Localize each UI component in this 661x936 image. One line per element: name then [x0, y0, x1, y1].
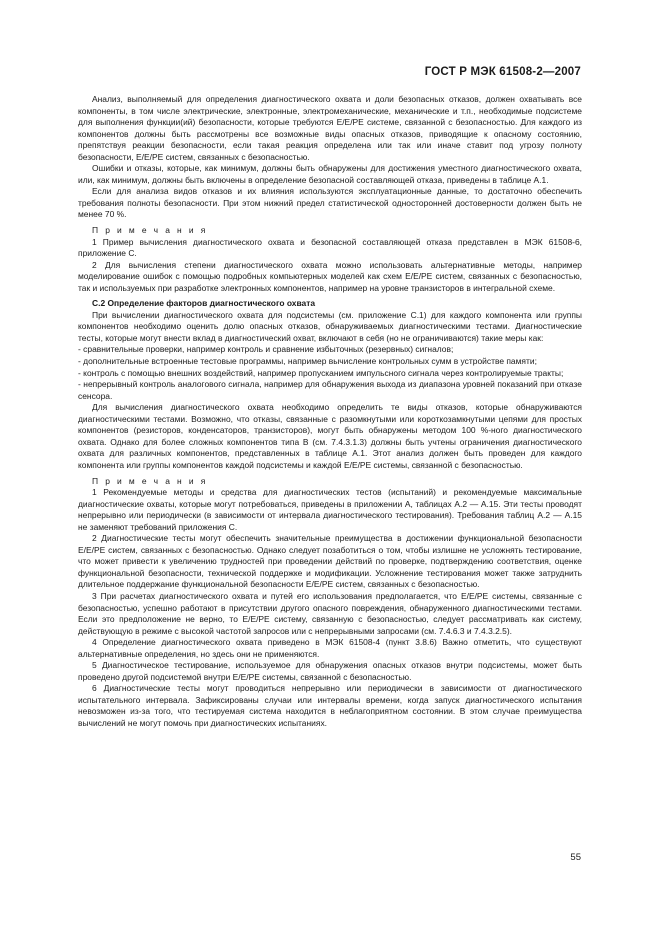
section-paragraph: Для вычисления диагностического охвата необходимо определить те виды отказов, которые обнаруживаются диагностическими тестами. Возможно, что отказы, связанные с разомкнутыми или короткозамкнутыми цепями для простых компонентов (резисторов, конденсаторов, транзисторов), могут быть обнаружены методом 100 %-ного диагностического охвата. Однако для более сложных компонентов типа В (см. 7.4.3.1.3) должны быть учтены ограничения диагностического охвата для различных компонентов, представленных в таблице А.1. Этот анализ должен быть проведен для каждого компонента или группы компонентов каждой подсистемы и каждой E/E/PE системы, связанной с безопасностью.: [78, 402, 582, 470]
section-heading: С.2 Определение факторов диагностического охвата: [92, 298, 316, 309]
page-number: 55: [570, 852, 581, 863]
document-code-header: ГОСТ Р МЭК 61508-2—2007: [424, 66, 581, 78]
document-body: [78, 94, 582, 730]
measure-list-item: - дополнительные встроенные тестовые программы, например вычисление контрольных сумм в устройстве памяти;: [78, 356, 537, 367]
note-item: 2 Для вычисления степени диагностического охвата можно использовать альтернативные методы, например моделирование ошибок с помощью подробных компьютерных моделей как схем E/E/PE систем, связанных с безопасностью, так и используемых при разработке электронных компонентов, например на уровне транзисторов в интегральной схеме.: [78, 259, 582, 293]
notes-heading: П р и м е ч а н и я: [92, 475, 208, 486]
note-item: 1 Рекомендуемые методы и средства для диагностических тестов (испытаний) и рекомендуемые максимальные диагностические охваты, которые могут потребоваться, приведены в приложении А, таблицах А.2 — А.15. Эти тесты проводят непрерывно или периодически (в зависимости от интервала диагностического тестирования). Требования таблиц А.2 — А.15 не заменяют требований приложения С.: [78, 487, 582, 532]
measure-list-item: - непрерывный контроль аналогового сигнала, например для обнаружения выхода из диапазона уровней показаний при отказе сенсора.: [78, 379, 582, 401]
note-item: 5 Диагностическое тестирование, используемое для обнаружения опасных отказов внутри подсистемы, может быть проведено другой подсистемой внутри E/E/PE системы, связанной с безопасностью.: [78, 660, 582, 682]
notes-heading: П р и м е ч а н и я: [92, 225, 208, 236]
measure-list-item: - сравнительные проверки, например контроль и сравнение избыточных (резервных) сигналов;: [78, 344, 454, 355]
note-item: 1 Пример вычисления диагностического охвата и безопасной составляющей отказа представлен в МЭК 61508-6, приложение С.: [78, 236, 582, 259]
measure-list-item: - контроль с помощью внешних воздействий, например пропусканием импульсного сигнала через контролируемые тракты;: [78, 367, 564, 378]
note-item: 2 Диагностические тесты могут обеспечить значительные преимущества в достижении функциональной безопасности E/E/PE систем, связанных с безопасностью. Однако следует позаботиться о том, чтобы излишне не усложнять тестирование, что может привести к увеличению трудностей при проведении действий по проверке, подтверждению соответствия, оценке функциональной безопасности, технической поддержке и модификации. Усложнение тестирования может также затруднить длительное поддержание функциональной безопасности E/E/PE систем, связанных с безопасностью.: [78, 533, 582, 590]
section-paragraph: При вычислении диагностического охвата для подсистемы (см. приложение С.1) для каждого компонента или группы компонентов необходимо оценить долю опасных отказов, обнаруживаемых диагностическими тестами. Диагностические тесты, которые могут внести вклад в диагностический охват, включают в себя (но не ограничиваются) такие меры как:: [78, 309, 582, 343]
intro-paragraph-1: Анализ, выполняемый для определения диагностического охвата и доли безопасных отказов, должен охватывать все компоненты, в том числе электрические, электронные, электромеханические, механические и т.п., необходимые подсистеме для выполнения функции(ий) безопасности, которые требуются E/E/PE системе, связанной с безопасностью. Для каждого из компонентов должны быть рассмотрены все возможные виды опасных отказов, приводящие к опасному состоянию, препятствуя реакции безопасности, если такая реакция определена или так или иначе ставит под угрозу полноту безопасности, E/E/PE систем, связанных с безопасностью.: [78, 94, 582, 162]
intro-paragraph-3: Если для анализа видов отказов и их влияния используются эксплуатационные данные, то достаточно обеспечить требования полноты безопасности. При этом нижний предел статистической односторонней достоверности должен быть не менее 70 %.: [78, 186, 582, 220]
note-item: 6 Диагностические тесты могут проводиться непрерывно или периодически в зависимости от диагностического испытательного интервала. Зафиксированы случаи или интервалы времени, когда запуск диагностического испытания невозможен из-за того, что тестируемая система находится в неблагоприятном состоянии. В этом случае преимущества вычислений не могут помочь при диагностических испытаниях.: [78, 683, 582, 728]
intro-paragraph-2: Ошибки и отказы, которые, как минимум, должны быть обнаружены для достижения уместного диагностического охвата, или, как минимум, должны быть включены в определение безопасной составляющей отказа, приведены в таблице А.1.: [78, 163, 582, 185]
note-item: 3 При расчетах диагностического охвата и путей его использования предполагается, что E/E/PE системы, связанные с безопасностью, успешно работают в присутствии другого опасного повреждения, обнаруженного диагностическими тестами. Если это предположение не верно, то E/E/PE систему, связанную с безопасностью, следует рассматривать как систему, действующую в режиме с высокой частотой запросов или с непрерывными запросами (см. 7.4.6.3 и 7.4.3.2.5).: [78, 590, 582, 636]
note-item: 4 Определение диагностического охвата приведено в МЭК 61508-4 (пункт 3.8.6) Важно отметить, что существуют альтернативные определения, но здесь они не применяются.: [78, 637, 582, 659]
